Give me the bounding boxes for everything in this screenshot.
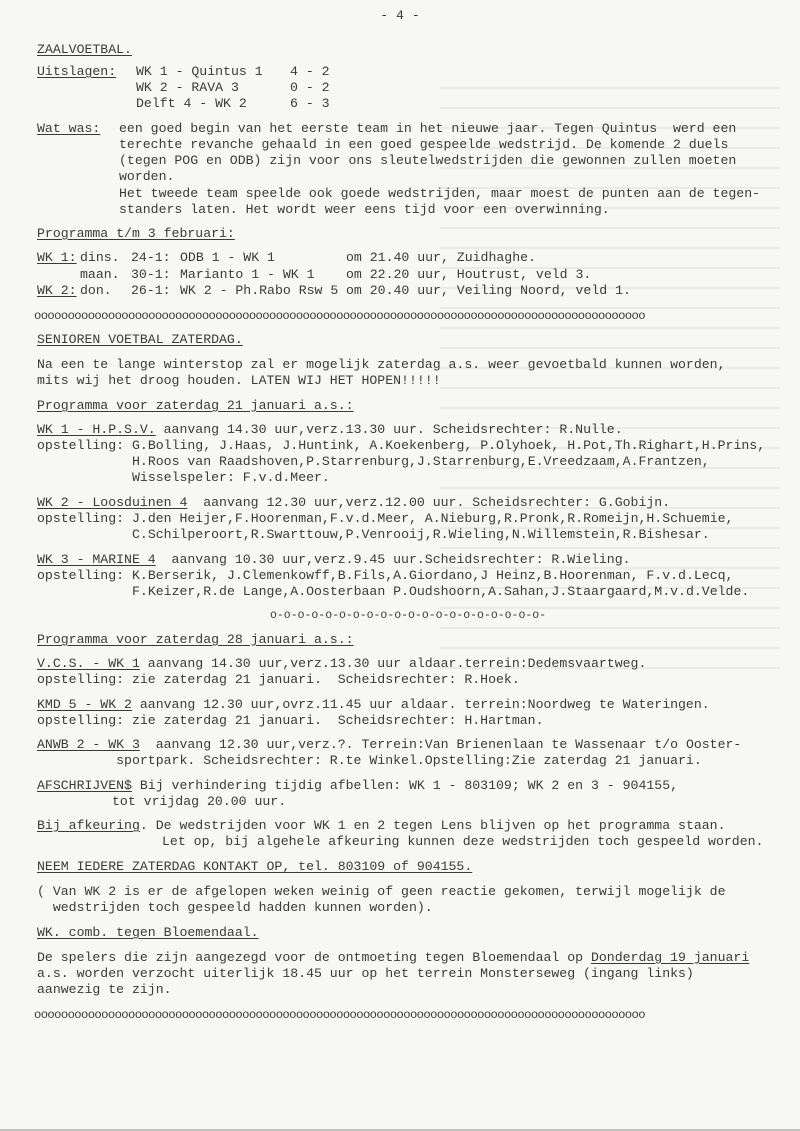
match-details: aanvang 12.30 uur,verz.?. Terrein:Van Brienenlaan te Wassenaar t/o Ooster- (139, 737, 742, 752)
result-match: WK 1 - Quintus 1 (136, 64, 263, 79)
afkeuring-line2: Let op, bij algehele afkeuring kunnen deze wedstrijden toch gespeeld worden. (162, 834, 764, 849)
watwas-line: worden. (119, 169, 175, 184)
prog28-line2: opstelling: zie zaterdag 21 januari. Scheidsrechter: R.Hoek. (37, 672, 520, 687)
prog28-line2: opstelling: zie zaterdag 21 januari. Scheidsrechter: H.Hartman. (37, 713, 544, 728)
result-score: 6 - 3 (290, 96, 330, 111)
watwas-line: terechte revanche gehaald in een goed gespeelde wedstrijd. De komende 2 duels (119, 137, 729, 152)
opstelling-label: opstelling: (37, 438, 125, 453)
programma-match: WK 2 - Ph.Rabo Rsw 5 (180, 283, 339, 298)
afkeuring-label: Bij afkeuring (37, 818, 140, 833)
bloemendaal-date: Donderdag 19 januari (590, 950, 750, 965)
separator-dashed: o-o-o-o-o-o-o-o-o-o-o-o-o-o-o-o-o-o-o-o- (270, 609, 547, 622)
opstelling-line: J.den Heijer,F.Hoorenman,F.v.d.Meer, A.Nieburg,R.Pronk,R.Romeijn,H.Schuemie, (132, 511, 734, 526)
programma-title: Programma t/m 3 februari: (37, 226, 235, 241)
programma-team: WK 2: (37, 283, 77, 298)
opstelling-line: C.Schilperoort,R.Swarttouw,P.Venrooij,R.Wieling,N.Willemstein,R.Bishesar. (132, 527, 710, 542)
match-details: aanvang 12.30 uur,ovrz.11.45 uur aldaar. terrein:Noordweg te Wateringen. (131, 697, 710, 712)
afkeuring-text: . De wedstrijden voor WK 1 en 2 tegen Lens blijven op het programma staan. (139, 818, 726, 833)
note-line: wedstrijden toch gespeeld hadden kunnen worden). (37, 900, 433, 915)
afschrijven-text: Bij verhindering tijdig afbellen: WK 1 - 803109; WK 2 en 3 - 904155, (131, 778, 679, 793)
separator: ooooooooooooooooooooooooooooooooooooooooooooooooooooooooooooooooooooooooooooooooooooooooooo (34, 1008, 645, 1022)
result-match: Delft 4 - WK 2 (136, 96, 247, 111)
afschrijven-line2: tot vrijdag 20.00 uur. (112, 794, 287, 809)
prog28-line2: sportpark. Scheidsrechter: R.te Winkel.Opstelling:Zie zaterdag 21 januari. (37, 753, 702, 768)
prog28-item (37, 697, 710, 713)
programma-match: Marianto 1 - WK 1 (180, 267, 315, 282)
opstelling-line: G.Bolling, J.Haas, J.Huntink, A.Koekenberg, P.Olyhoek, H.Pot,Th.Righart,H.Prins, (132, 438, 766, 453)
programma-info: om 22.20 uur, Houtrust, veld 3. (346, 267, 592, 282)
note-line: ( Van WK 2 is er de afgelopen weken weinig of geen reactie gekomen, terwijl mogelijk de (37, 884, 726, 899)
programma-date: 24-1: (131, 250, 171, 265)
section-title-zaalvoetbal: ZAALVOETBAL. (37, 42, 132, 57)
bloemendaal-line (37, 950, 749, 966)
programma-day: don. (80, 283, 112, 298)
intro-line: mits wij het droog houden. LATEN WIJ HET HOPEN!!!!! (37, 373, 441, 388)
prog21-item (37, 495, 670, 511)
opstelling-line: F.Keizer,R.de Lange,A.Oosterbaan P.Oudshoorn,A.Sahan,J.Staargaard,M.v.d.Velde. (132, 584, 750, 599)
result-match: WK 2 - RAVA 3 (136, 80, 239, 95)
prog28-title: Programma voor zaterdag 28 januari a.s.: (37, 632, 354, 647)
programma-day: maan. (80, 267, 120, 282)
match-name: V.C.S. - WK 1 (37, 656, 140, 671)
match-name: WK 2 - Loosduinen 4 (37, 495, 188, 510)
watwas-label: Wat was: (37, 121, 101, 136)
match-name: KMD 5 - WK 2 (37, 697, 132, 712)
programma-info: om 21.40 uur, Zuidhaghe. (346, 250, 536, 265)
opstelling-label: opstelling: (37, 568, 125, 583)
match-details: aanvang 14.30 uur,verz.13.30 uur aldaar.terrein:Dedemsvaartweg. (139, 656, 647, 671)
programma-match: ODB 1 - WK 1 (180, 250, 275, 265)
intro-line: Na een te lange winterstop zal er mogelijk zaterdag a.s. weer gevoetbald kunnen worden, (37, 357, 726, 372)
prog28-item (37, 737, 741, 753)
separator: ooooooooooooooooooooooooooooooooooooooooooooooooooooooooooooooooooooooooooooooooooooooooooo (34, 309, 645, 323)
programma-date: 26-1: (131, 283, 171, 298)
contact-notice: NEEM IEDERE ZATERDAG KONTAKT OP, tel. 803109 of 904155. (37, 859, 473, 874)
match-name: WK 3 - MARINE 4 (37, 552, 156, 567)
bloemendaal-title: WK. comb. tegen Bloemendaal. (37, 925, 259, 940)
opstelling-line: K.Berserik, J.Clemenkowff,B.Fils,A.Giordano,J Heinz,B.Hoorenman, F.v.d.Lecq, (132, 568, 734, 583)
match-details: aanvang 10.30 uur,verz.9.45 uur.Scheidsrechter: R.Wieling. (155, 552, 631, 567)
afschrijven-label: AFSCHRIJVEN$ (37, 778, 132, 793)
programma-info: om 20.40 uur, Veiling Noord, veld 1. (346, 283, 631, 298)
watwas-line: Het tweede team speelde ook goede wedstrijden, maar moest de punten aan de tegen- (119, 186, 761, 201)
match-details: aanvang 14.30 uur,verz.13.30 uur. Scheidsrechter: R.Nulle. (155, 422, 623, 437)
opstelling-label: opstelling: (37, 511, 125, 526)
afschrijven (37, 778, 678, 794)
section-title-senioren: SENIOREN VOETBAL ZATERDAG. (37, 332, 243, 347)
watwas-line: standers laten. Het wordt weer eens tijd voor een overwinning. (119, 202, 610, 217)
watwas-line: (tegen POG en ODB) zijn voor ons sleutelwedstrijden die gewonnen zullen moeten (119, 153, 737, 168)
prog21-title: Programma voor zaterdag 21 januari a.s.: (37, 398, 354, 413)
prog28-item (37, 656, 646, 672)
opstelling-line: Wisselspeler: F.v.d.Meer. (132, 470, 330, 485)
result-score: 0 - 2 (290, 80, 330, 95)
opstelling-line: H.Roos van Raadshoven,P.Starrenburg,J.Starrenburg,E.Vreedzaam,A.Frantzen, (132, 454, 710, 469)
match-name: ANWB 2 - WK 3 (37, 737, 140, 752)
bloemendaal-line: aanwezig te zijn. (37, 982, 172, 997)
programma-day: dins. (80, 250, 120, 265)
bloemendaal-line: a.s. worden verzocht uiterlijk 18.45 uur op het terrein Monsterseweg (ingang links) (37, 966, 694, 981)
uitslagen-label: Uitslagen: (37, 64, 117, 79)
watwas-line: een goed begin van het eerste team in het nieuwe jaar. Tegen Quintus werd een (119, 121, 737, 136)
programma-team: WK 1: (37, 250, 77, 265)
prog21-item (37, 422, 623, 438)
bloemendaal-text: De spelers die zijn aangezegd voor de ontmoeting tegen Bloemendaal op (37, 950, 591, 965)
result-score: 4 - 2 (290, 64, 330, 79)
programma-date: 30-1: (131, 267, 171, 282)
match-name: WK 1 - H.P.S.V. (37, 422, 156, 437)
afkeuring (37, 818, 726, 834)
page-number: - 4 - (380, 8, 420, 23)
prog21-item (37, 552, 631, 568)
match-details: aanvang 12.30 uur,verz.12.00 uur. Scheidsrechter: G.Gobijn. (187, 495, 671, 510)
